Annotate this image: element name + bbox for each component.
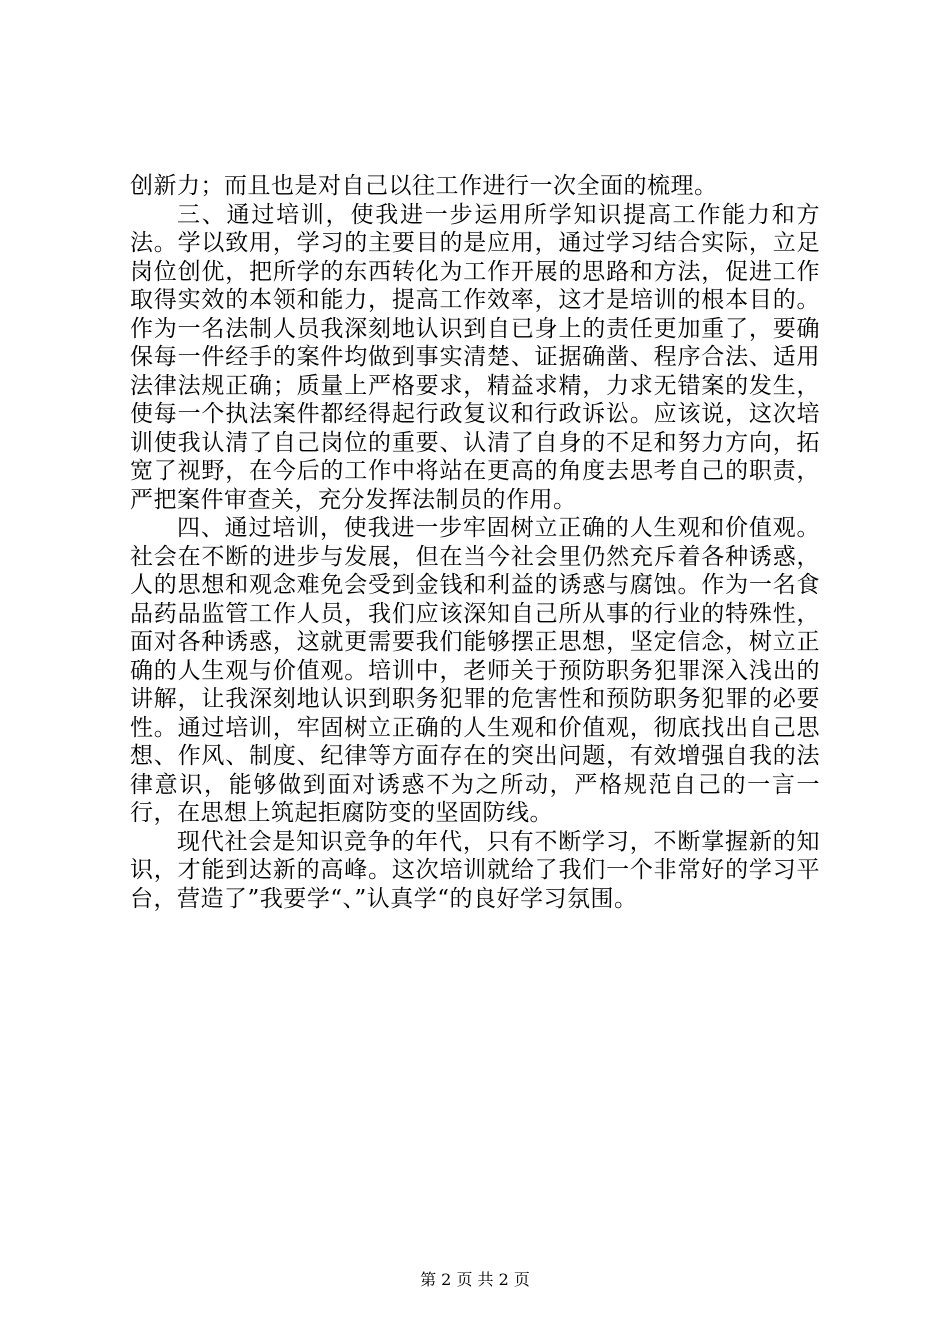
paragraph-section-four: 四、通过培训，使我进一步牢固树立正确的人生观和价值观。社会在不断的进步与发展，但在当今社会里仍然充斥着各种诱惑，人的思想和观念难免会受到金钱和利益的诱惑与腐蚀。作为一名食品药品监管工作人员，我们应该深知自己所从事的行业的特殊性，面对各种诱惑，这就更需要我们能够摆正思想，坚定信念，树立正确的人生观与价值观。培训中，老师关于预防职务犯罪深入浅出的讲解，让我深刻地认识到职务犯罪的危害性和预防职务犯罪的必要性。通过培训，牢固树立正确的人生观和价值观，彻底找出自己思想、作风、制度、纪律等方面存在的突出问题，有效增强自我的法律意识，能够做到面对诱惑不为之所动，严格规范自己的一言一行，在思想上筑起拒腐防变的坚固防线。	[130, 515, 820, 826]
document-body	[130, 172, 820, 913]
paragraph-continuation: 创新力；而且也是对自己以往工作进行一次全面的梳理。	[130, 173, 718, 199]
paragraph-section-three: 三、通过培训，使我进一步运用所学知识提高工作能力和方法。学以致用，学习的主要目的是应用，通过学习结合实际，立足岗位创优，把所学的东西转化为工作开展的思路和方法，促进工作取得实效的本领和能力，提高工作效率，这才是培训的根本目的。作为一名法制人员我深刻地认识到自已身上的责任更加重了，要确保每一件经手的案件均做到事实清楚、证据确凿、程序合法、适用法律法规正确；质量上严格要求，精益求精，力求无错案的发生，使每一个执法案件都经得起行政复议和行政诉讼。应该说，这次培训使我认清了自己岗位的重要、认清了自身的不足和努力方向，拓宽了视野，在今后的工作中将站在更高的角度去思考自己的职责，严把案件审查关，充分发挥法制员的作用。	[130, 201, 820, 513]
page-number-footer: 第 2 页 共 2 页	[420, 1270, 530, 1289]
paragraph-conclusion: 现代社会是知识竞争的年代，只有不断学习，不断掌握新的知识，才能到达新的高峰。这次培训就给了我们一个非常好的学习平台，营造了”我要学“、”认真学“的良好学习氛围。	[130, 828, 820, 912]
